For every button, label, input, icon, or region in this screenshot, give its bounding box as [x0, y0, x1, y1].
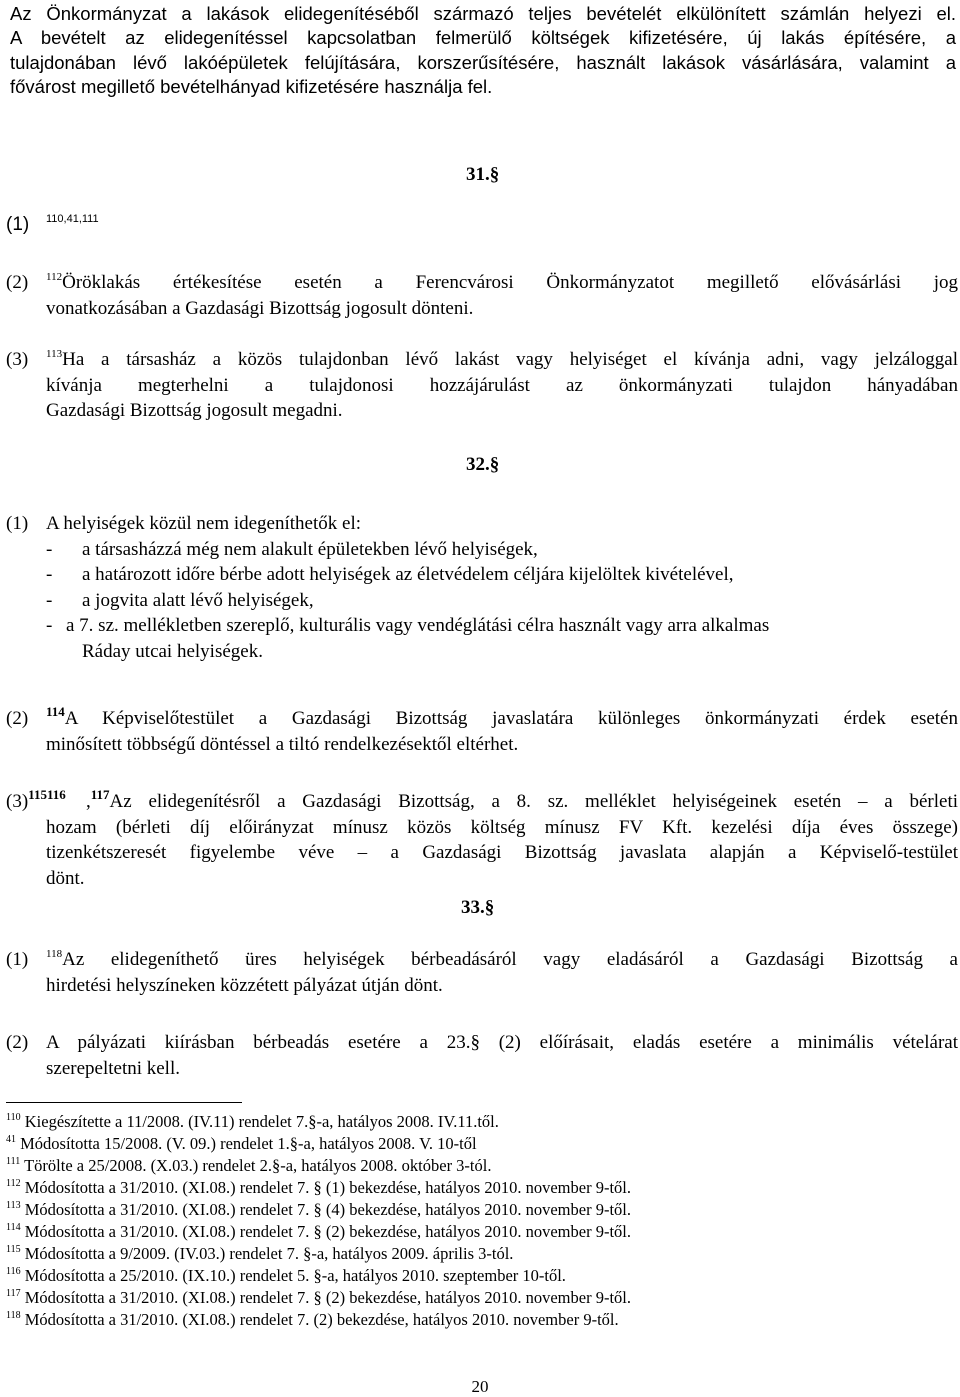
intro-line: Az Önkormányzat a lakások elidegenítéséből származó teljes bevételét elkülönített számlán helyezi el.	[10, 3, 956, 24]
footnote: $^{41}$ Módosította 15/2008. (V. 09.) rendelet 1.§-a, hatályos 2008. V. 10-től	[6, 1133, 477, 1153]
paragraph-number: (1)	[6, 214, 30, 235]
paragraph-line: vonatkozásában a Gazdasági Bizottság jogosult dönteni.	[46, 297, 474, 319]
paragraph-number: $(3)^{115116}$	[6, 786, 66, 812]
paragraph-line: hozam (bérleti díj előirányzat mínusz közös költség mínusz FV Kft. kezelési díja éves összege)	[46, 816, 958, 838]
paragraph-line: tizenkétszeresét figyelembe véve – a Gazdasági Bizottság javaslata alapján a Képviselő-testület	[46, 842, 958, 864]
section-heading-31: 31.§	[466, 164, 500, 185]
footnote-ref[interactable]: 110,41,111	[46, 212, 99, 225]
paragraph-line: A pályázati kiírásban bérbeadás esetére a 23.§ (2) előírásait, eladás esetére a minimális vételárat	[46, 1032, 958, 1053]
paragraph-number: (2)	[6, 272, 29, 293]
paragraph-31-3	[6, 347, 958, 424]
paragraph-line: minősített többségű döntéssel a tiltó rendelkezésektől eltérhet.	[46, 733, 519, 755]
paragraph-line: A helyiségek közül nem idegeníthetők el:	[46, 513, 362, 534]
list-item: - a jogvita alatt lévő helyiségek,	[46, 589, 314, 611]
intro-paragraph	[10, 2, 956, 99]
footnote-separator	[6, 1102, 242, 1103]
list-item: - a határozott időre bérbe adott helyiségek az életvédelem céljára kijelöltek kivételével,	[46, 564, 734, 586]
paragraph-line: Gazdasági Bizottság jogosult megadni.	[46, 400, 343, 422]
footnote: $^{112}$ Módosította a 31/2010. (XI.08.) rendelet 7. § (1) bekezdése, hatályos 2010. november 9-től.	[6, 1177, 631, 1197]
paragraph-32-3	[6, 786, 958, 891]
paragraph-33-2	[6, 1030, 958, 1081]
paragraph-line: hirdetési helyszíneken közzétett pályázat útján dönt.	[46, 974, 443, 996]
paragraph-32-2	[6, 703, 958, 757]
exclusion-list	[46, 537, 958, 665]
list-item: - a 7. sz. mellékletben szereplő, kulturális vagy vendéglátási célra használt vagy arra alkalmas Ráday utcai helyiségek.	[46, 615, 770, 662]
intro-line: A bevételt az elidegenítéssel kapcsolatban felmerülő költségek kifizetésére, új lakás építésére, a	[10, 27, 956, 49]
footnote-ref[interactable]: 113	[46, 347, 63, 360]
footnote: $^{113}$ Módosította a 31/2010. (XI.08.) rendelet 7. § (4) bekezdése, hatályos 2010. november 9-től.	[6, 1199, 631, 1219]
paragraph-line: $^{118}$Az elidegeníthető üres helyiségek bérbeadásáról vagy eladásáról a Gazdasági Bizottság a	[46, 947, 958, 970]
footnote-ref[interactable]: 114	[46, 703, 65, 719]
paragraph-number: (2)	[6, 1032, 29, 1053]
paragraph-31-1	[6, 212, 958, 238]
footnote-ref[interactable]: 115116	[28, 786, 66, 802]
section-heading-32: 32.§	[466, 454, 500, 475]
paragraph-33-1	[6, 947, 958, 998]
list-item: - a társasházzá még nem alakult épületekben lévő helyiségek,	[46, 538, 538, 560]
paragraph-number: (1)	[6, 949, 29, 970]
section-heading-33: 33.§	[461, 897, 495, 918]
footnote: $^{117}$ Módosította a 31/2010. (XI.08.) rendelet 7. § (2) bekezdése, hatályos 2010. november 9-től.	[6, 1287, 631, 1307]
paragraph-line: $^{113}$Ha a társasház a közös tulajdonban lévő lakást vagy helyiséget el kívánja adni, vagy jelzáloggal	[46, 347, 958, 370]
paragraph-line: szerepeltetni kell.	[46, 1057, 180, 1079]
paragraph-number: (1)	[6, 513, 29, 534]
footnote: $^{115}$ Módosította a 9/2009. (IV.03.) rendelet 7. §-a, hatályos 2009. április 3-tól.	[6, 1243, 514, 1263]
paragraph-line: kívánja megterhelni a tulajdonosi hozzájárulást az önkormányzati tulajdon hányadában	[46, 374, 958, 396]
paragraph-31-2	[6, 270, 958, 321]
footnote-ref[interactable]: 118	[46, 947, 63, 960]
footnote: $^{114}$ Módosította a 31/2010. (XI.08.) rendelet 7. § (2) bekezdése, hatályos 2010. november 9-től.	[6, 1221, 631, 1241]
paragraph-32-1	[6, 511, 958, 665]
footnote-ref[interactable]: 112	[46, 270, 63, 283]
footnotes	[6, 1111, 956, 1331]
footnote: $^{110}$ Kiegészítette a 11/2008. (IV.11) rendelet 7.§-a, hatályos 2008. IV.11.től.	[6, 1111, 499, 1131]
footnote: $^{116}$ Módosította a 25/2010. (IX.10.) rendelet 5. §-a, hatályos 2010. szeptember 10-től.	[6, 1265, 566, 1285]
intro-line: fővárost megillető bevételhányad kifizetésére használja fel.	[10, 75, 493, 97]
page-number: 20	[471, 1377, 489, 1396]
footnote: $^{111}$ Törölte a 25/2008. (X.03.) rendelet 2.§-a, hatályos 2008. október 3-tól.	[6, 1155, 492, 1175]
paragraph-line: $^{114}$A Képviselőtestület a Gazdasági Bizottság javaslatára különleges önkormányzati érdek esetén	[46, 703, 958, 729]
intro-line: tulajdonában lévő lakóépületek felújítására, korszerűsítésére, használt lakások vásárlására, valamint a	[10, 51, 956, 73]
paragraph-line: dönt.	[46, 867, 85, 889]
paragraph-number: (2)	[6, 708, 29, 729]
paragraph-line: ,$^{117}$Az elidegenítésről a Gazdasági Bizottság, a 8. sz. melléklet helyiségeinek esetén – a bérleti	[86, 786, 958, 812]
footnote: $^{118}$ Módosította a 31/2010. (XI.08.) rendelet 7. (2) bekezdése, hatályos 2010. november 9-től.	[6, 1309, 619, 1329]
paragraph-number: (3)	[6, 349, 29, 370]
footnote-ref[interactable]: 117	[90, 786, 110, 802]
paragraph-line: $^{112}$Öröklakás értékesítése esetén a Ferencvárosi Önkormányzatot megillető elővásárlási jog	[46, 270, 958, 293]
